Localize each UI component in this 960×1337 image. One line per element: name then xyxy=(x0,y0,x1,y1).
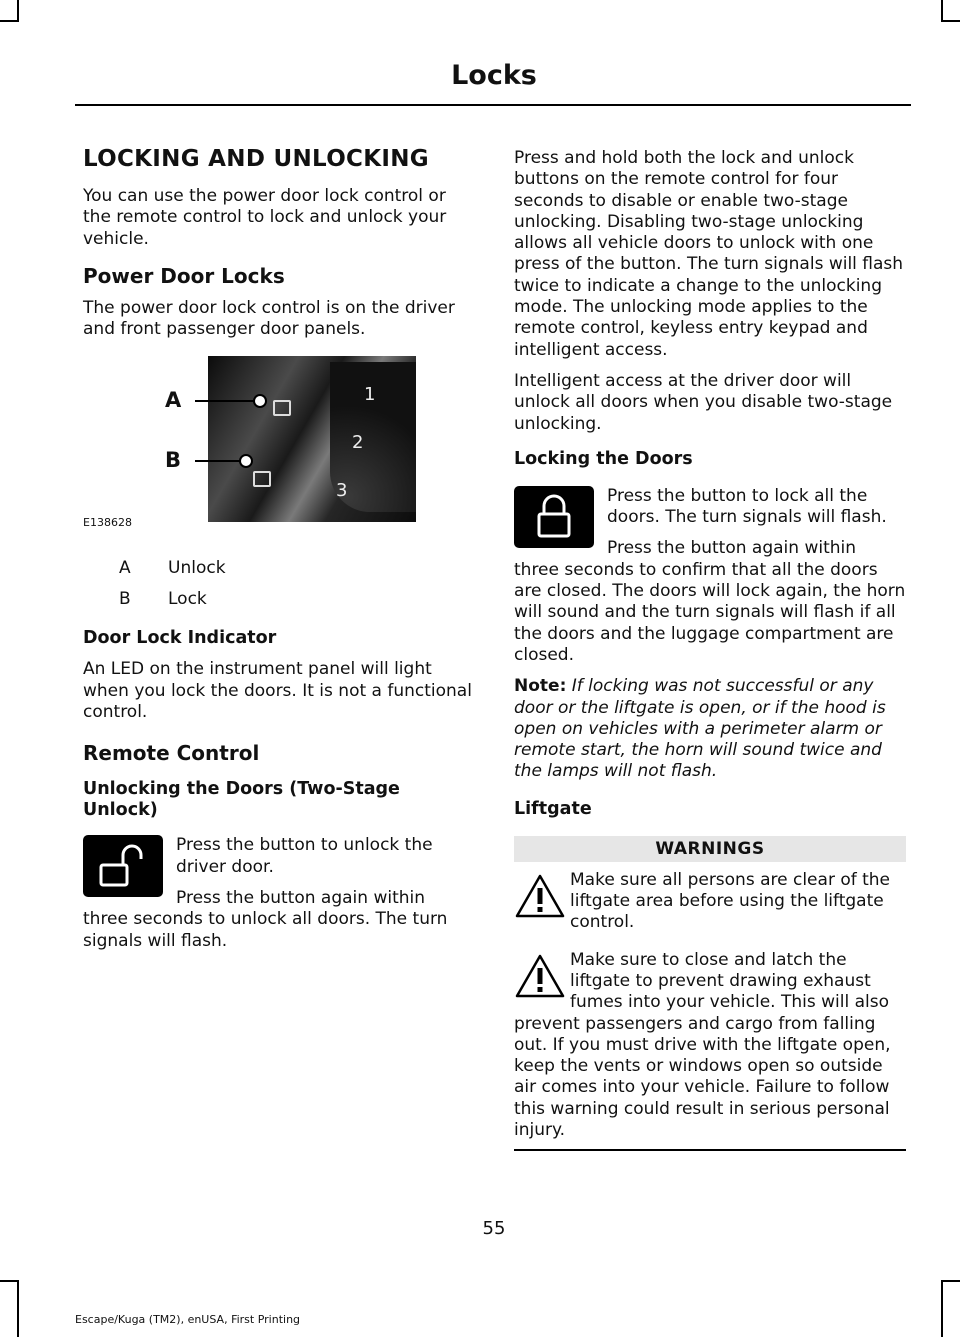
legend-key: A xyxy=(119,558,131,579)
window-switch-number-1: 1 xyxy=(364,384,376,406)
edition-footer: Escape/Kuga (TM2), enUSA, First Printing xyxy=(75,1313,301,1326)
unlocking-heading: Unlocking the Doors (Two-Stage Unlock) xyxy=(83,779,400,821)
figure-code: E138628 xyxy=(83,516,132,530)
power-locks-heading: Power Door Locks xyxy=(83,263,285,288)
page-header-title: Locks xyxy=(451,60,537,91)
legend-key: B xyxy=(119,589,131,610)
intro-paragraph: You can use the power door lock control or the remote control to lock and unlock your vehicle. xyxy=(83,186,447,249)
lock-switch-icon xyxy=(253,471,271,487)
callout-line-a xyxy=(195,400,257,402)
crop-mark-top-right-v xyxy=(941,0,943,22)
door-lock-switch-figure xyxy=(83,350,475,550)
liftgate-heading: Liftgate xyxy=(514,798,592,819)
callout-label-b: B xyxy=(165,448,182,473)
legend-row-a xyxy=(119,558,475,579)
legend-value: Unlock xyxy=(168,558,226,579)
window-switch-number-3: 3 xyxy=(336,480,348,502)
door-switch-photo xyxy=(208,356,416,522)
note-text: If locking was not successful or any door or the liftgate is open, or if the hood is open on vehicles with a perimeter alarm or remote start, the horn will sound twice and the lamps will not flash. xyxy=(514,676,886,782)
warnings-header: WARNINGS xyxy=(514,836,906,862)
note-paragraph xyxy=(514,676,906,782)
note-label: Note: xyxy=(514,676,567,697)
locking-heading: Locking the Doors xyxy=(514,448,693,469)
legend-value: Lock xyxy=(168,589,207,610)
warning-2-text: Make sure to close and latch the liftgate to prevent drawing exhaust fumes into your vehicle. This will also prevent passengers and cargo from falling out. If you must drive with the liftgate open, keep the vents or windows open so outside air comes into your vehicle. Failure to follow this warning could result in serious personal injury. xyxy=(514,949,891,1140)
warning-triangle-icon xyxy=(514,872,566,920)
legend-row-b xyxy=(119,589,475,610)
warning-1 xyxy=(514,870,906,934)
window-switch-number-2: 2 xyxy=(352,432,364,454)
callout-line-b xyxy=(195,460,243,462)
crop-mark-bottom-right-v xyxy=(941,1280,943,1337)
unlock-paragraph-1: Press the button to unlock the driver door. xyxy=(176,835,433,877)
crop-mark-top-left-v xyxy=(17,0,19,22)
remote-control-heading: Remote Control xyxy=(83,741,260,766)
lock-paragraph-1: Press the button to lock all the doors. The turn signals will flash. xyxy=(607,485,887,528)
lock-icon xyxy=(514,486,594,548)
two-stage-paragraph: Press and hold both the lock and unlock buttons on the remote control for four seconds to disable or enable two-stage unlocking. Disabling two-stage unlocking allows all vehicle doors to unlock with one press of the button. The turn signals will flash twice to indicate a change to the unlocking mode. The unlocking mode applies to the remote control, keyless entry keypad and intelligent access. xyxy=(514,148,904,360)
right-column xyxy=(514,148,906,1151)
indicator-paragraph: An LED on the instrument panel will light when you lock the doors. It is not a functional control. xyxy=(83,659,472,723)
callout-label-a: A xyxy=(165,388,182,413)
unlock-paragraph-2: Press the button again within three seconds to unlock all doors. The turn signals will flash. xyxy=(83,887,448,951)
header-rule xyxy=(75,104,911,106)
warning-1-text: Make sure all persons are clear of the liftgate area before using the liftgate control. xyxy=(570,869,891,933)
left-column xyxy=(83,140,475,962)
unlock-switch-icon xyxy=(273,400,291,416)
warning-triangle-icon xyxy=(514,952,566,1000)
crop-mark-bottom-left-v xyxy=(17,1280,19,1337)
lock-block xyxy=(514,486,906,666)
lock-paragraph-2: Press the button again within three seconds to confirm that all the doors are closed. The doors will lock again, the horn will sound and the turn signals will flash if all the doors and the luggage compartment are closed. xyxy=(514,538,906,665)
warnings-bottom-rule xyxy=(514,1149,906,1151)
section-heading: LOCKING AND UNLOCKING xyxy=(83,146,429,172)
crop-mark-bottom-right-h xyxy=(941,1280,960,1282)
unlock-block xyxy=(83,835,475,951)
unlock-icon xyxy=(83,835,163,897)
crop-mark-bottom-left-h xyxy=(0,1280,19,1282)
crop-mark-top-right-h xyxy=(941,20,960,22)
crop-mark-top-left-h xyxy=(0,20,19,22)
intelligent-access-paragraph: Intelligent access at the driver door will unlock all doors when you disable two-stage unlocking. xyxy=(514,370,893,434)
page-number: 55 xyxy=(482,1218,506,1239)
indicator-heading: Door Lock Indicator xyxy=(83,628,277,649)
warning-2 xyxy=(514,950,906,1142)
power-locks-paragraph: The power door lock control is on the driver and front passenger door panels. xyxy=(83,297,455,340)
